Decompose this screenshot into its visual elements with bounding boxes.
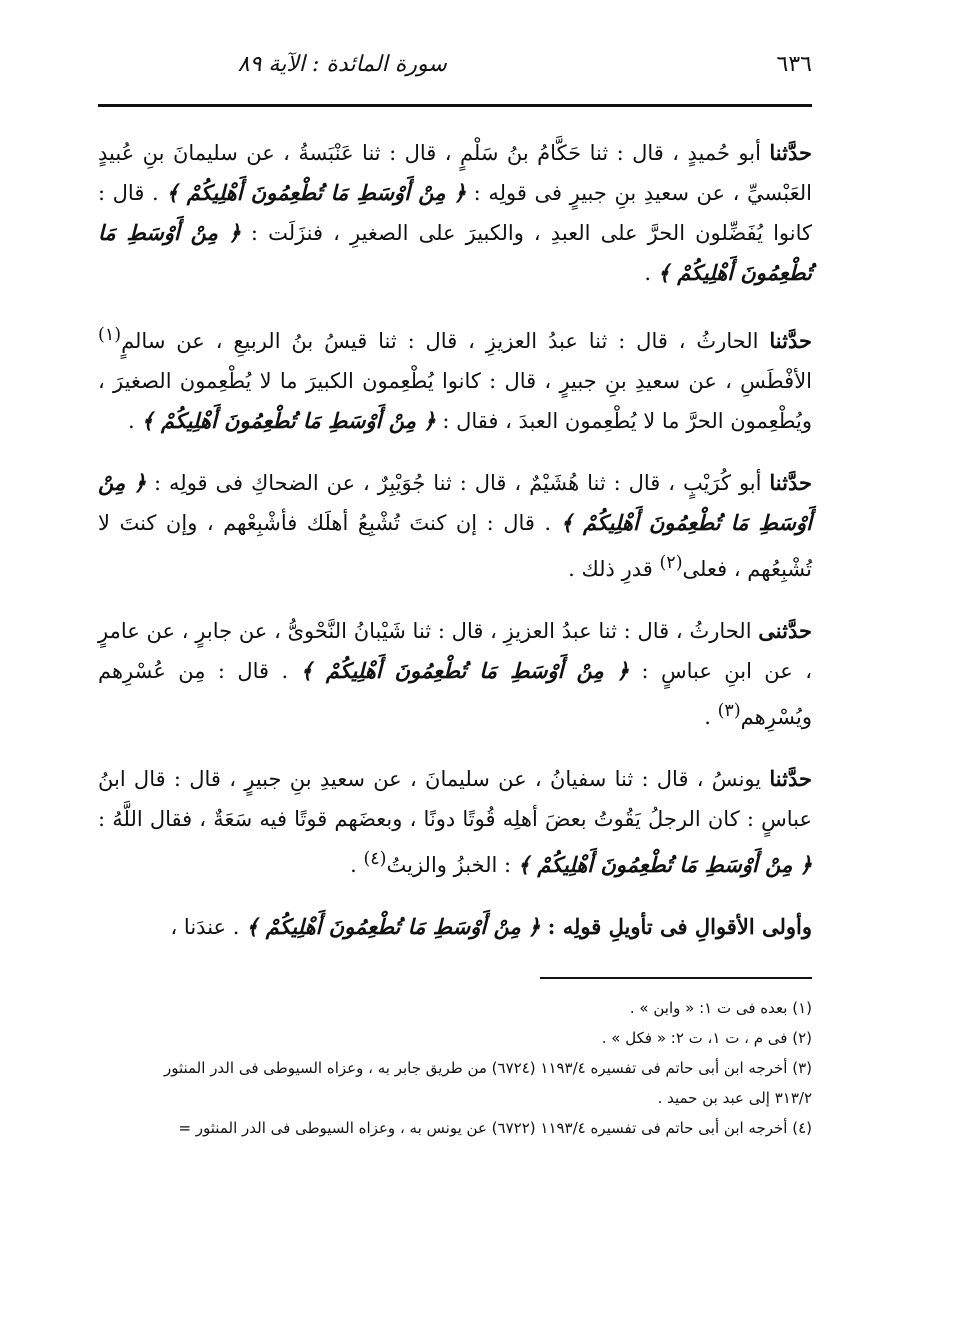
footnote-ref-1[interactable]: (١) <box>98 325 122 345</box>
paragraph-text: . عندَنا ، <box>170 915 247 939</box>
quran-quote: ﴿ مِنْ أَوْسَطِ مَا تُطْعِمُونَ أَهْلِيكُمْ ﴾ <box>246 914 541 939</box>
paragraph-1 <box>98 133 812 293</box>
footnote-rule <box>540 977 812 979</box>
paragraph-text: . <box>128 409 142 433</box>
paragraph-text: أبو حُميدٍ ، قال : ثنا حَكَّامُ بنُ سَلْمٍ ، قال : ثنا عَنْبَسةُ ، عن سليمانَ بنِ عُبيدٍ العَبْسيِّ ، عن سعيدِ بنِ جبيرٍ فى قولِه : <box>98 141 812 205</box>
section-lead: وأولى الأقوالِ فى تأويلِ قولِه : <box>540 914 812 939</box>
footnote-1: (١) بعده فى ت ١: « وابن » . <box>629 999 812 1017</box>
paragraph-text: أبو كُرَيْبٍ ، قال : ثنا هُشَيْمٌ ، قال : ثنا جُوَيْبِرٌ ، عن الضحاكِ فى قولِه : <box>146 471 762 495</box>
paragraph-3 <box>98 463 812 589</box>
paragraph-text: : الخبزُ والزيتُ <box>386 853 518 877</box>
paragraph-5 <box>98 759 812 885</box>
footnote-ref-3[interactable]: (٣) <box>717 701 741 721</box>
footnote-ref-4[interactable]: (٤) <box>363 849 387 869</box>
paragraph-text: . <box>704 705 718 729</box>
quran-quote: ﴿ مِنْ أَوْسَطِ مَا تُطْعِمُونَ أَهْلِيكُمْ ﴾ <box>98 220 812 285</box>
paragraph-text: الحارثُ ، قال : ثنا عبدُ العزيزِ ، قال : ثنا شَيْبانُ النَّحْوىُّ ، عن جابرٍ ، عن عامرٍ ، عن ابنِ عباسٍ : <box>98 619 812 683</box>
paragraph-4 <box>98 611 812 737</box>
narration-lead: حدَّثنى <box>758 618 812 643</box>
footnote-ref-2[interactable]: (٢) <box>659 553 683 573</box>
footnote-3: (٣) أخرجه ابن أبى حاتم فى تفسيره ١١٩٣/٤ (٦٧٢٤) من طريق جابر به ، وعزاه السيوطى فى الدر المنثور <box>163 1059 812 1077</box>
paragraph-text: الأفْطَسِ ، عن سعيدِ بنِ جبيرٍ ، قال : كانوا يُطْعِمون الكبيرَ ما لا يُطْعِمون الصغيرَ ، ويُطْعِمون الحرَّ ما لا يُطْعِمون العبدَ ، فقال : <box>98 369 812 433</box>
paragraph-text: . قال : إن كنتَ تُشْبِعُ أهلَك فأشْبِعْهم ، وإن كنتَ لا تُشْبِعُهم ، فعلى <box>98 511 812 581</box>
quran-quote: ﴿ مِنْ أَوْسَطِ مَا تُطْعِمُونَ أَهْلِيكُمْ ﴾ <box>98 470 812 535</box>
page <box>98 52 812 1143</box>
paragraph-text: يونسُ ، قال : ثنا سفيانُ ، عن سليمانَ ، عن سعيدِ بنِ جبيرٍ ، قال : قال ابنُ عباسٍ : كان الرجلُ يَقُوتُ بعضَ أهلِه قُوتًا دونًا ، وبعضَهم قوتًا فيه سَعَةٌ ، فقال اللَّهُ : <box>98 767 812 831</box>
footnotes <box>98 993 812 1143</box>
paragraph-text: قدرِ ذلك . <box>568 557 660 581</box>
narration-lead: حدَّثنا <box>769 470 812 495</box>
narration-lead: حدَّثنا <box>769 328 812 353</box>
paragraph-6 <box>98 907 812 947</box>
footnote-4: (٤) أخرجه ابن أبى حاتم فى تفسيره ١١٩٣/٤ (٦٧٢٢) عن يونس به ، وعزاه السيوطى فى الدر المنثور = <box>178 1119 812 1137</box>
paragraph-text: . <box>644 261 658 285</box>
paragraph-2 <box>98 315 812 441</box>
footnote-2: (٢) فى م ، ت ١، ت ٢: « فكل » . <box>601 1029 812 1047</box>
header-rule <box>98 104 812 107</box>
paragraph-text: . قال : مِن عُسْرِهم ويُسْرِهم <box>98 659 812 729</box>
page-number: ٦٣٦ <box>776 52 812 77</box>
footnote-3-cont: ٣١٣/٢ إلى عبد بن حميد . <box>657 1089 812 1107</box>
paragraph-text: . قال : كانوا يُفَضِّلون الحرَّ على العبدِ ، والكبيرَ على الصغيرِ ، فنزَلَت : <box>98 181 813 245</box>
quran-quote: ﴿ مِنْ أَوْسَطِ مَا تُطْعِمُونَ أَهْلِيكُمْ ﴾ <box>166 180 467 205</box>
running-header <box>98 52 812 96</box>
paragraph-text: . <box>350 853 364 877</box>
surah-title: سورة المائدة : الآية ٨٩ <box>237 52 447 77</box>
paragraph-text: الحارثُ ، قال : ثنا عبدُ العزيزِ ، قال : ثنا قيسُ بنُ الربيعِ ، عن سالمٍ <box>121 329 759 353</box>
quran-quote: ﴿ مِنْ أَوْسَطِ مَا تُطْعِمُونَ أَهْلِيكُمْ ﴾ <box>517 852 812 877</box>
narration-lead: حدَّثنا <box>769 766 812 791</box>
quran-quote: ﴿ مِنْ أَوْسَطِ مَا تُطْعِمُونَ أَهْلِيكُمْ ﴾ <box>300 658 630 683</box>
narration-lead: حدَّثنا <box>769 140 812 165</box>
quran-quote: ﴿ مِنْ أَوْسَطِ مَا تُطْعِمُونَ أَهْلِيكُمْ ﴾ <box>141 408 436 433</box>
